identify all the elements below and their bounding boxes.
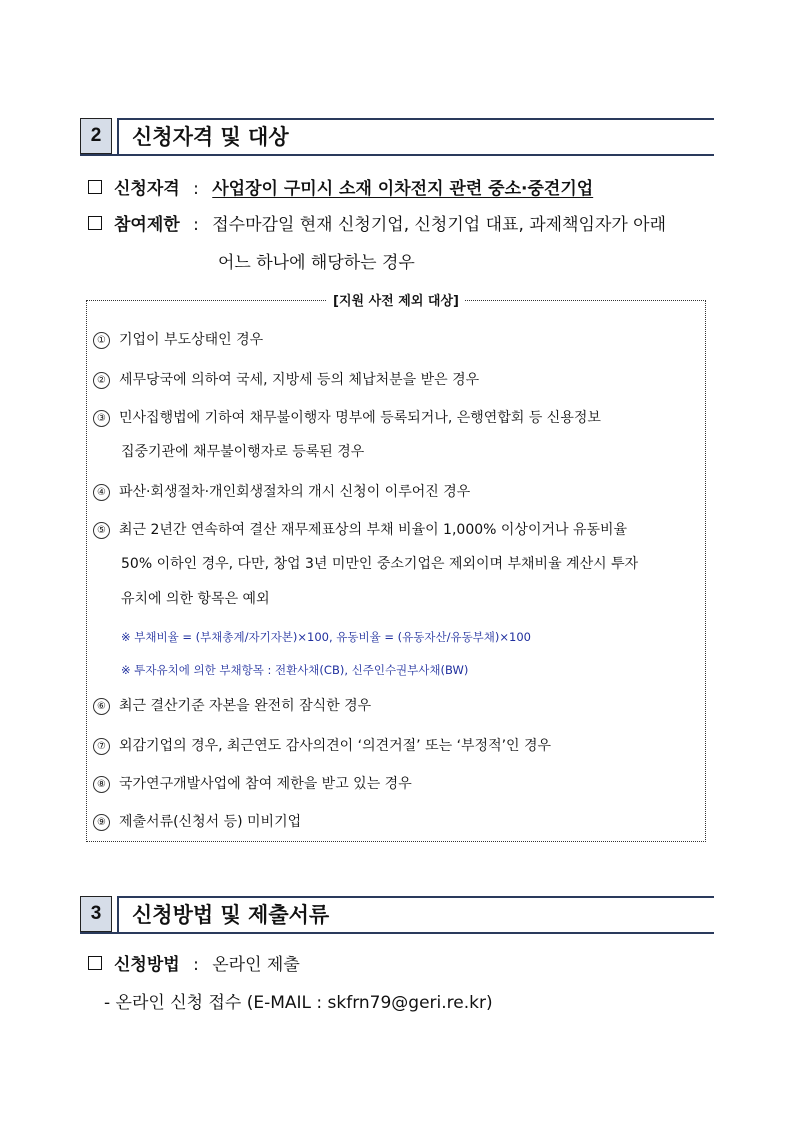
- list-number: ④: [93, 484, 110, 501]
- exclusion-box-title-wrap: [87, 290, 705, 309]
- list-item-text: 최근 결산기준 자본을 완전히 잠식한 경우: [119, 698, 372, 714]
- method-separator: :: [193, 955, 199, 975]
- list-item-text-continued: 50% 이하인 경우, 다만, 창업 3년 미만인 중소기업은 제외이며 부채비율 계산시 투자: [121, 556, 639, 572]
- header-rule-bottom: [80, 932, 714, 934]
- list-item: [93, 811, 301, 831]
- list-number: ⑤: [93, 522, 110, 539]
- exclusion-box: [86, 294, 706, 842]
- note-investment-items: ※ 투자유치에 의한 부채항목 : 전환사채(CB), 신주인수권부사채(BW): [121, 663, 469, 677]
- section-2-title: 신청자격 및 대상: [132, 125, 289, 149]
- list-item: [93, 329, 263, 349]
- exclusion-box-title: [지원 사전 제외 대상]: [327, 294, 465, 309]
- list-item-text: 세무당국에 의하여 국세, 지방세 등의 체납처분을 받은 경우: [119, 372, 480, 388]
- eligibility-text: 사업장이 구미시 소재 이차전지 관련 중소·중견기업: [212, 179, 594, 199]
- restriction-line-2: 어느 하나에 해당하는 경우: [218, 253, 415, 273]
- eligibility-separator: :: [193, 179, 199, 199]
- list-item: [93, 735, 551, 755]
- method-detail: - 온라인 신청 접수 (E-MAIL : skfrn79@geri.re.kr): [104, 993, 493, 1013]
- eligibility-label: 신청자격: [114, 179, 180, 199]
- section-divider: [117, 896, 119, 932]
- list-number: ⑦: [93, 738, 110, 755]
- list-number: ②: [93, 372, 110, 389]
- method-row: [88, 950, 300, 975]
- list-item-text: 기업이 부도상태인 경우: [119, 332, 264, 348]
- list-item: [93, 369, 479, 389]
- note-debt-ratio: ※ 부채비율 = (부채총계/자기자본)×100, 유동비율 = (유동자산/유동부채)×100: [121, 630, 531, 644]
- section-3-number: 3: [80, 896, 112, 932]
- list-number: ⑥: [93, 698, 110, 715]
- list-item: [93, 407, 601, 427]
- list-item-text: 제출서류(신청서 등) 미비기업: [119, 814, 302, 830]
- method-label: 신청방법: [114, 955, 180, 975]
- list-item: [93, 695, 371, 715]
- list-item: [93, 481, 470, 501]
- list-item-text: 최근 2년간 연속하여 결산 재무제표상의 부채 비율이 1,000% 이상이거나 유동비율: [119, 522, 628, 538]
- list-item-text-continued: 유치에 의한 항목은 예외: [121, 591, 270, 607]
- checkbox-square-icon: [88, 956, 102, 970]
- section-3-header: [80, 896, 714, 932]
- header-rule-bottom: [80, 154, 714, 156]
- list-item-text: 외감기업의 경우, 최근연도 감사의견이 ‘의견거절’ 또는 ‘부정적’인 경우: [119, 738, 552, 754]
- list-item: [93, 773, 412, 793]
- restriction-line-1: 접수마감일 현재 신청기업, 신청기업 대표, 과제책임자가 아래: [212, 215, 667, 235]
- header-rule-top: [119, 118, 714, 120]
- list-item-text: 파산·회생절차·개인회생절차의 개시 신청이 이루어진 경우: [119, 484, 471, 500]
- section-2-number: 2: [80, 118, 112, 154]
- checkbox-square-icon: [88, 180, 102, 194]
- list-item: [93, 519, 627, 539]
- section-2-header: [80, 118, 714, 154]
- list-item-text: 민사집행법에 기하여 채무불이행자 명부에 등록되거나, 은행연합회 등 신용정보: [119, 410, 601, 426]
- header-rule-top: [119, 896, 714, 898]
- eligibility-row: [88, 174, 593, 199]
- list-number: ⑨: [93, 814, 110, 831]
- restriction-label: 참여제한: [114, 215, 180, 235]
- list-number: ⑧: [93, 776, 110, 793]
- method-text: 온라인 제출: [212, 955, 300, 975]
- list-number: ③: [93, 410, 110, 427]
- checkbox-square-icon: [88, 216, 102, 230]
- section-3-title: 신청방법 및 제출서류: [132, 903, 330, 927]
- list-number: ①: [93, 332, 110, 349]
- section-divider: [117, 118, 119, 154]
- restriction-separator: :: [193, 215, 199, 235]
- list-item-text-continued: 집중기관에 채무불이행자로 등록된 경우: [121, 444, 365, 460]
- restriction-row: [88, 210, 666, 235]
- list-item-text: 국가연구개발사업에 참여 제한을 받고 있는 경우: [119, 776, 412, 792]
